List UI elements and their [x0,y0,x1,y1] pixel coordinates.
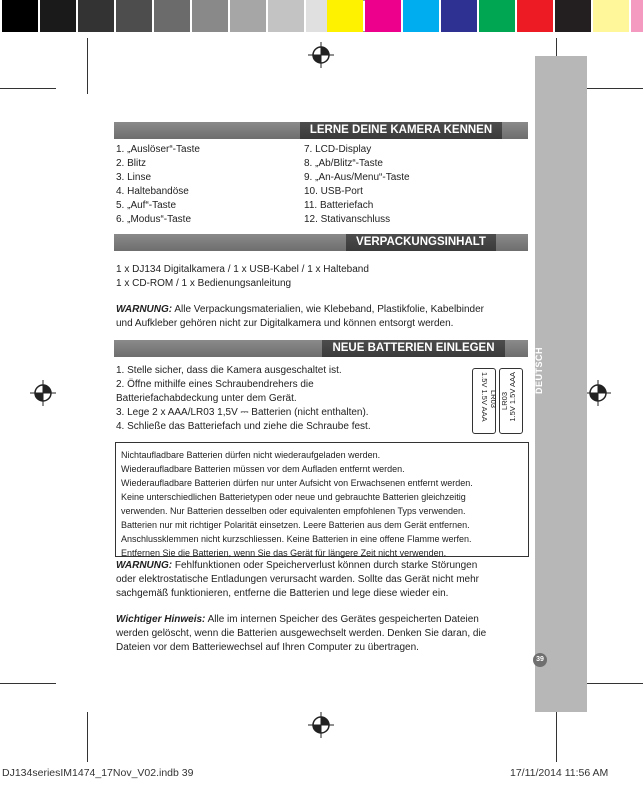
footer-file-info: DJ134seriesIM1474_17Nov_V02.indb 39 [2,767,194,779]
list-item: 7. LCD-Display [304,144,372,155]
color-swatch [403,0,439,32]
color-swatch [268,0,304,32]
language-label: DEUTSCH [534,346,544,394]
list-item: 9. „An-Aus/Menu“-Taste [304,172,410,183]
crop-mark [0,88,56,89]
list-item: 10. USB-Port [304,186,363,197]
warning-text: Alle Verpackungsmaterialien, wie Klebeband, Plastikfolie, Kabelbinder [172,304,484,315]
crop-mark [587,88,643,89]
parts-list-right [304,143,410,227]
hint-text: Dateien vor dem Batteriewechsel auf Ihren Computer zu übertragen. [116,642,419,653]
hint-text: werden gelöscht, wenn die Batterien ausgewechselt werden. Denken Sie daran, die [116,628,487,639]
color-swatch [230,0,266,32]
list-item: 3. Linse [116,172,152,183]
package-line: 1 x DJ134 Digitalkamera / 1 x USB-Kabel / 1 x Halteband [116,264,369,275]
hint-text: Alle im internen Speicher des Gerätes gespeicherten Dateien [205,614,479,625]
color-swatch [479,0,515,32]
footer-timestamp: 17/11/2014 11:56 AM [510,767,609,779]
list-item: 8. „Ab/Blitz“-Taste [304,158,383,169]
color-swatch [631,0,643,32]
warning-text: und Aufkleber gehören nicht zur Digitalkamera und können entsorgt werden. [116,318,454,329]
crop-mark [0,683,56,684]
safety-line: Wiederaufladbare Batterien müssen vor dem Aufladen entfernt werden. [121,464,405,474]
list-item: 2. Blitz [116,158,147,169]
section-heading-camera [114,122,528,139]
warning-label: WARNUNG: [116,560,173,571]
step-line: 2. Öffne mithilfe eines Schraubendrehers die [116,379,314,390]
list-item: 11. Batteriefach [304,200,374,211]
safety-line: Batterien nur mit richtiger Polarität einsetzen. Leere Batterien aus dem Gerät entfernen. [121,520,470,530]
battery-label: 1.5V 1.5V AAA [480,372,489,422]
battery-steps [116,364,371,434]
package-line: 1 x CD-ROM / 1 x Bedienungsanleitung [116,278,292,289]
color-swatch-bar [327,0,643,32]
color-swatch [192,0,228,32]
grey-swatch-bar [2,0,382,32]
color-swatch [555,0,591,32]
list-item: 12. Stativanschluss [304,214,391,225]
color-swatch [365,0,401,32]
package-warning [116,303,484,331]
battery-label: LR03 [489,390,498,408]
section-heading-batteries-text: NEUE BATTERIEN EINLEGEN [322,340,504,357]
page-number-badge: 39 [533,653,547,667]
color-swatch [154,0,190,32]
safety-line: verwenden. Nur Batterien desselben oder equivalenten empfohlenen Typs verwenden. [121,506,466,516]
registration-target-icon [585,380,611,406]
important-hint [116,613,486,655]
warning-text: sachgemäß funktionieren, entferne die Batterien und lege diese wieder ein. [116,588,449,599]
section-heading-batteries [114,340,528,357]
crop-mark [587,683,643,684]
color-swatch [327,0,363,32]
safety-line: Anschlussklemmen nicht kurzschliessen. Keine Batterien in eine offene Flamme werfen. [121,534,472,544]
battery-label: 1.5V 1.5V AAA [508,372,517,422]
battery-safety-box [115,442,529,557]
safety-line: Wiederaufladbare Batterien dürfen nur unter Aufsicht von Erwachsenen entfernt werden. [121,478,473,488]
crop-mark [87,38,88,94]
section-heading-package [114,234,528,251]
battery-warning [116,559,479,601]
list-item: 4. Haltebandöse [116,186,189,197]
color-swatch [78,0,114,32]
registration-target-icon [30,380,56,406]
color-swatch [2,0,38,32]
color-swatch [116,0,152,32]
color-swatch [441,0,477,32]
battery-label: LR03 [500,392,509,410]
safety-line: Nichtaufladbare Batterien dürfen nicht wiederaufgeladen werden. [121,450,381,460]
crop-mark [556,712,557,762]
color-swatch [40,0,76,32]
step-line: 1. Stelle sicher, dass die Kamera ausgeschaltet ist. [116,365,342,376]
package-contents [116,263,369,291]
step-line: 4. Schließe das Batteriefach und ziehe die Schraube fest. [116,421,371,432]
step-line: 3. Lege 2 x AAA/LR03 1,5V ⎓ Batterien (nicht enthalten). [116,407,369,418]
section-heading-camera-text: LERNE DEINE KAMERA KENNEN [300,122,502,139]
warning-text: Fehlfunktionen oder Speicherverlust können durch starke Störungen [172,560,478,571]
warning-text: oder elektrostatische Entladungen verursacht warden. Sollte das Gerät nicht mehr [116,574,479,585]
safety-line: Keine unterschiedlichen Batterietypen oder neue und gebrauchte Batterien gleichzeitig [121,492,466,502]
list-item: 5. „Auf“-Taste [116,200,177,211]
warning-label: WARNUNG: [116,304,173,315]
list-item: 1. „Auslöser“-Taste [116,144,200,155]
registration-target-icon [308,42,334,68]
crop-mark [87,712,88,762]
safety-line: Entfernen Sie die Batterien, wenn Sie das Gerät für längere Zeit nicht verwenden. [121,548,447,558]
color-swatch [593,0,629,32]
color-swatch [517,0,553,32]
section-heading-package-text: VERPACKUNGSINHALT [346,234,496,251]
step-line: Batteriefachabdeckung unter dem Gerät. [116,393,297,404]
list-item: 6. „Modus“-Taste [116,214,192,225]
hint-label: Wichtiger Hinweis: [116,614,206,625]
registration-target-icon [308,712,334,738]
parts-list-left [116,143,200,227]
